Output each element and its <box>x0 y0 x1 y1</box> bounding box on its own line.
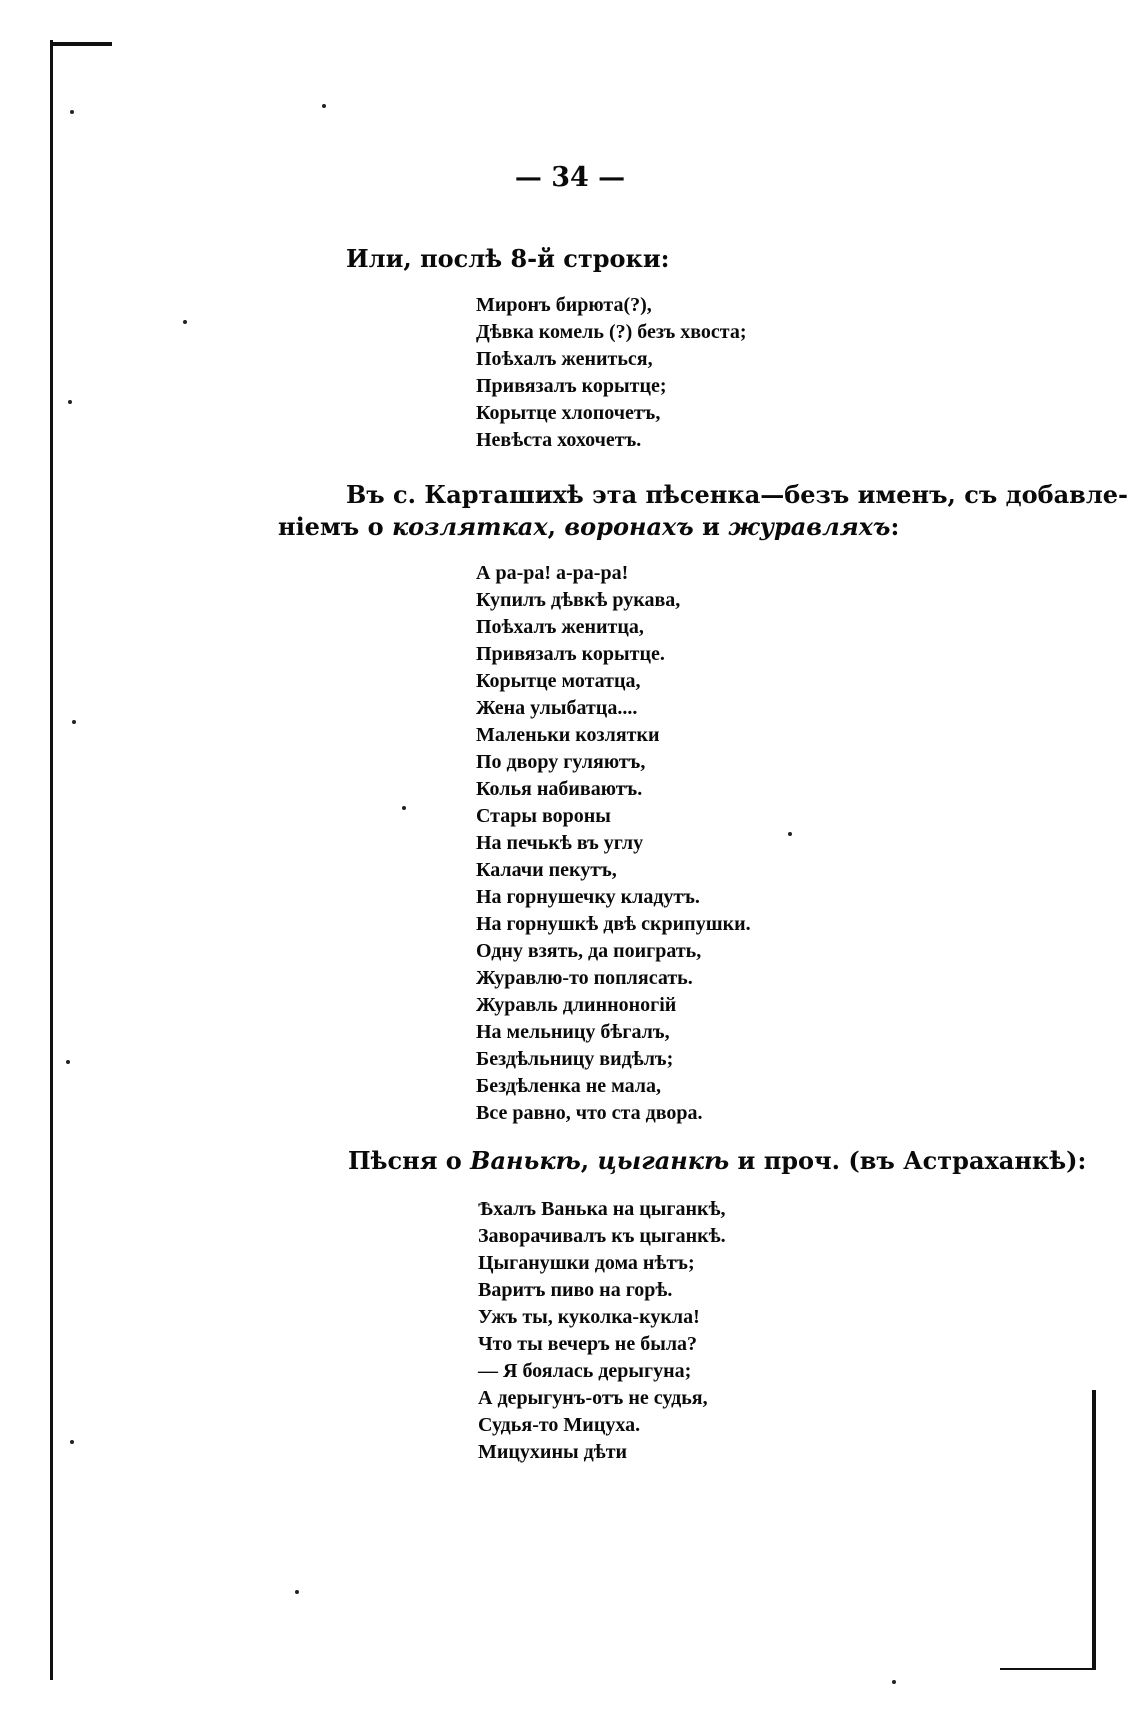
verse-line: На печькѣ въ углу <box>476 832 644 854</box>
scan-speck <box>892 1680 896 1684</box>
verse-line: Стары вороны <box>476 805 611 827</box>
italic-term: Ванькѣ <box>470 1146 581 1175</box>
scan-speck <box>66 1060 70 1064</box>
scan-speck <box>70 110 74 114</box>
italic-term: козлятках <box>391 512 548 541</box>
verse-line: Поѣхалъ жениться, <box>476 348 653 370</box>
verse-block-3 <box>478 1196 726 1466</box>
verse-line: Маленьки козлятки <box>476 724 660 746</box>
verse-line: Корытце хлопочетъ, <box>476 402 661 424</box>
verse-line: Все равно, что ста двора. <box>476 1102 703 1124</box>
text-run: , <box>547 512 565 541</box>
verse-line: Привязалъ корытце. <box>476 643 665 665</box>
verse-line: Колья набиваютъ. <box>476 778 643 800</box>
verse-line: На мельницу бѣгалъ, <box>476 1021 670 1043</box>
text-run: ніемъ о <box>278 512 392 541</box>
verse-line: Корытце мотатца, <box>476 670 641 692</box>
verse-line: А дерыгунъ-отъ не судья, <box>478 1387 708 1409</box>
verse-line: Что ты вечеръ не была? <box>478 1333 698 1355</box>
verse-line: Невѣста хохочетъ. <box>476 429 642 451</box>
scan-speck <box>402 806 406 810</box>
scan-speck <box>68 400 72 404</box>
italic-term: цыганкѣ <box>597 1146 730 1175</box>
verse-line: Одну взять, да поиграть, <box>476 940 702 962</box>
verse-line: Ѣхалъ Ванька на цыганкѣ, <box>478 1198 726 1220</box>
verse-line: Бездѣльницу видѣлъ; <box>476 1048 674 1070</box>
verse-line: Журавлю-то поплясать. <box>476 967 693 989</box>
verse-block-2 <box>476 560 751 1127</box>
italic-term: журавляхъ <box>728 512 891 541</box>
verse-line: Цыганушки дома нѣтъ; <box>478 1252 695 1274</box>
verse-line: А ра-ра! а-ра-ра! <box>476 562 629 584</box>
scan-edge-right <box>1092 1390 1096 1670</box>
verse-line: На горнушечку кладутъ. <box>476 886 700 908</box>
scan-speck <box>183 320 187 324</box>
scan-edge-bottom <box>1000 1668 1096 1670</box>
scan-edge-top <box>50 42 112 46</box>
scan-speck <box>295 1590 299 1594</box>
verse-line: — Я боялась дерыгуна; <box>478 1360 692 1382</box>
italic-term: воронахъ <box>564 512 694 541</box>
text-run: : <box>890 512 900 541</box>
scan-edge-left <box>50 40 53 1680</box>
text-run: Пѣсня о <box>348 1146 471 1175</box>
verse-line: Варитъ пиво на горѣ. <box>478 1279 673 1301</box>
verse-line: Купилъ дѣвкѣ рукава, <box>476 589 681 611</box>
verse-line: Поѣхалъ женитца, <box>476 616 644 638</box>
verse-line: Журавль длинноногій <box>476 994 677 1016</box>
verse-line: Ужъ ты, куколка-кукла! <box>478 1306 700 1328</box>
text-run: и проч. (въ Астраханкѣ): <box>729 1146 1087 1175</box>
verse-line: Мицухины дѣти <box>478 1441 628 1463</box>
verse-line: Миронъ бирюта(?), <box>476 294 652 316</box>
scan-speck <box>788 832 792 836</box>
verse-line: Бездѣленка не мала, <box>476 1075 662 1097</box>
verse-line: На горнушкѣ двѣ скрипушки. <box>476 913 751 935</box>
verse-line: Заворачивалъ къ цыганкѣ. <box>478 1225 726 1247</box>
verse-block-1 <box>476 292 747 454</box>
scan-speck <box>72 720 76 724</box>
scan-speck <box>70 1440 74 1444</box>
verse-line: Дѣвка комель (?) безъ хвоста; <box>476 321 747 343</box>
verse-line: Привязалъ корытце; <box>476 375 667 397</box>
page-number: — 34 — <box>514 162 626 193</box>
verse-line: Судья-то Мицуха. <box>478 1414 641 1436</box>
intro-paragraph-3 <box>348 1146 1086 1175</box>
verse-line: По двору гуляютъ, <box>476 751 646 773</box>
text-run: и <box>693 512 729 541</box>
intro-paragraph-2-line-1: Въ с. Карташихѣ эта пѣсенка—безъ именъ, съ добавле- <box>346 480 1128 509</box>
verse-line: Калачи пекутъ, <box>476 859 617 881</box>
intro-paragraph-2-line-2 <box>278 512 899 541</box>
verse-line: Жена улыбатца.... <box>476 697 638 719</box>
scan-speck <box>322 104 326 108</box>
text-run: , <box>580 1146 598 1175</box>
intro-heading-1: Или, послѣ 8-й строки: <box>346 244 670 273</box>
